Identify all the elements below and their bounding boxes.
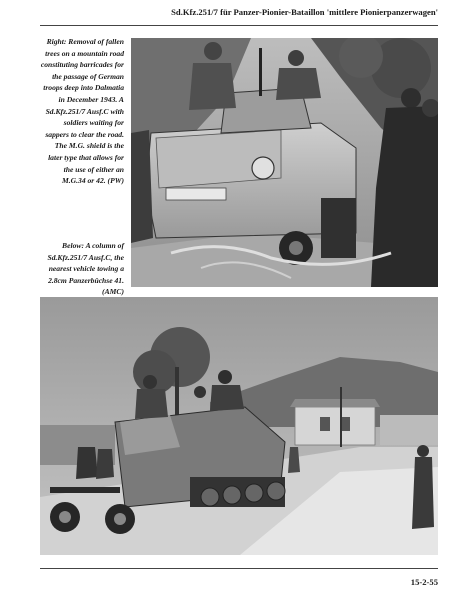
caption-bottom-photo: Below: A column of Sd.Kfz.251/7 Ausf.C, the nearest vehicle towing a 2.8cm Panzerbüchse 41. (AMC): [47, 241, 124, 297]
footer-rule: [40, 568, 438, 569]
page-number: 15-2-55: [410, 577, 438, 587]
header-rule: [40, 25, 438, 26]
photo-halftrack-column: [40, 297, 438, 555]
caption-top-photo: Right: Removal of fallen trees on a mountain road constituting barricades for the passage of German troops deep into Dalmatia in December 1943. A Sd.Kfz.251/7 Ausf.C with soldiers waiting for sappers to clear the road. The M.G. shield is the later type that allows for the use of either an M.G.34 or 42. (PW): [40, 37, 124, 186]
running-header: Sd.Kfz.251/7 für Panzer-Pionier-Bataillon 'mittlere Pionierpanzerwagen': [171, 7, 438, 17]
photo-halftrack-mountain-road: [131, 38, 438, 287]
